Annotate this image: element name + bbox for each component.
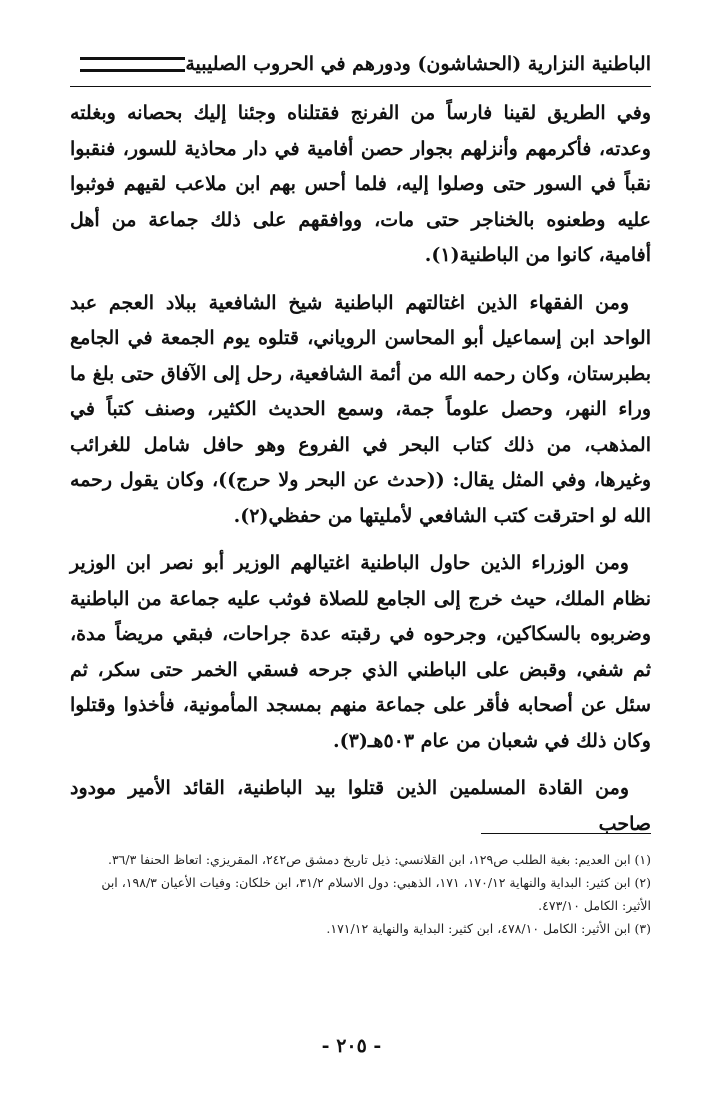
header-double-rule: [80, 57, 185, 72]
paragraph: ومن الوزراء الذين حاول الباطنية اغتيالهم الوزير أبو نصر ابن الوزير نظام الملك، حيث خرج إلى الجامع للصلاة فوثب عليه جماعة من الباطنية وضربوه بالسكاكين، وجرحوه في رقبته عدة جراحات، فبقي مريضاً مدة، ثم شفي، وقبض على الباطني الذي جرحه فسقي الخمر حتى سكر، ثم سئل عن أصحابه فأقر على جماعة منهم بمسجد المأمونية، فأخذوا وقتلوا وكان ذلك في شعبان من عام ٥٠٣هـ(٣).: [70, 552, 651, 752]
running-header-title: الباطنية النزارية (الحشاشون) ودورهم في الحروب الصليبية: [185, 53, 651, 75]
paragraph: ومن القادة المسلمين الذين قتلوا بيد الباطنية، القائد الأمير مودود صاحب: [70, 777, 651, 835]
footnote: (١) ابن العديم: بغية الطلب ص١٢٩، ابن القلانسي: ذيل تاريخ دمشق ص٢٤٢، المقريزي: اتعاظ الحنفا ٣٦/٣.: [107, 852, 651, 867]
paragraph: وفي الطريق لقينا فارساً من الفرنج فقتلناه وجئنا إليك بحصانه وبغلته وعدته، فأكرمهم وأنزلهم بجوار حصن أفامية في دار محاذية للسور، فنقبوا نقباً في السور حتى وصلوا إليه، فلما أحس بهم ابن ملاعب لقيهم فوثبوا عليه وطعنوه بالخناجر حتى مات، ووافقهم على ذلك جماعة من أهل أفامية، كانوا من الباطنية(١).: [70, 102, 651, 266]
page-number: - ٢٠٥ -: [321, 1035, 382, 1057]
header-underline: [70, 86, 651, 87]
footnote-separator: [481, 833, 651, 834]
footnote: (٢) ابن كثير: البداية والنهاية ١٧٠/١٢، ١٧١، الذهبي: دول الاسلام ٣١/٢، ابن خلكان: وفيات الأعيان ١٩٨/٣، ابن الأثير: الكامل ٤٧٣/١٠.: [101, 875, 651, 913]
running-header: [70, 44, 651, 84]
footnotes: [70, 848, 651, 940]
main-text: [70, 96, 651, 854]
footnote: (٣) ابن الأثير: الكامل ٤٧٨/١٠، ابن كثير: البداية والنهاية ١٧١/١٢.: [326, 921, 651, 936]
paragraph: ومن الفقهاء الذين اغتالتهم الباطنية شيخ الشافعية ببلاد العجم عبد الواحد ابن إسماعيل أبو المحاسن الروياني، قتلوه يوم الجمعة في الجامع بطبرستان، وكان رحمه الله من أئمة الشافعية، رحل إلى الآفاق حتى بلغ ما وراء النهر، وحصل علوماً جمة، وسمع الحديث الكثير، وصنف كتباً في المذهب، من ذلك كتاب البحر في الفروع وهو حافل شامل للغرائب وغيرها، وفي المثل يقال: ((حدث عن البحر ولا حرج))، وكان يقول رحمه الله لو احترقت كتب الشافعي لأمليتها من حفظي(٢).: [70, 291, 651, 527]
